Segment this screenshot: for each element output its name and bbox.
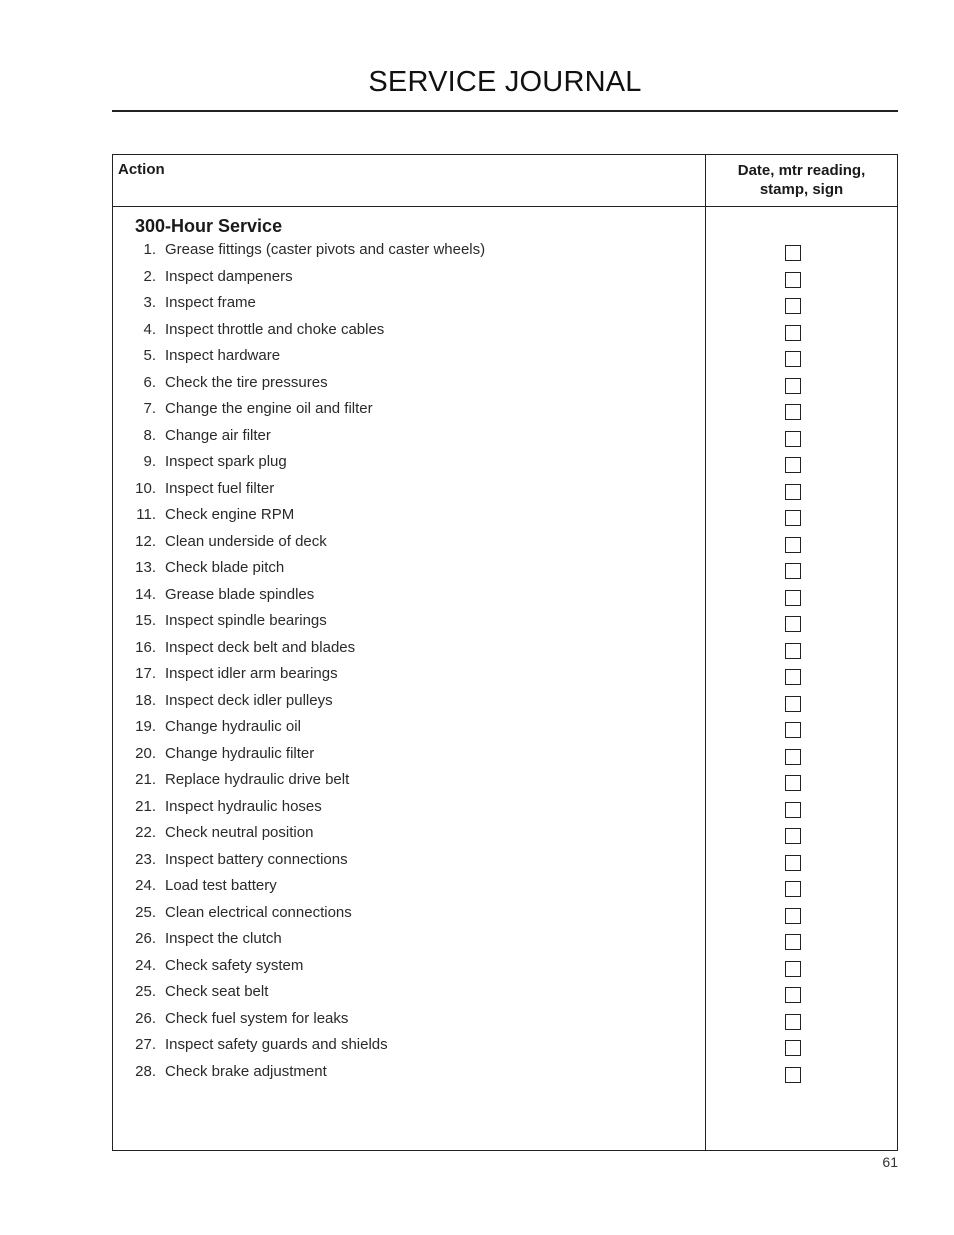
- task-row: [113, 821, 897, 848]
- task-number: 14.: [135, 585, 156, 603]
- task-label: Change the engine oil and filter: [165, 400, 373, 417]
- task-number: 22.: [135, 824, 156, 841]
- task-label: Replace hydraulic drive belt: [165, 771, 350, 788]
- task-row: [113, 689, 897, 716]
- task-label: Check brake adjustment: [165, 1062, 327, 1080]
- task-checkbox[interactable]: [785, 537, 801, 553]
- task-row: [113, 901, 897, 928]
- task-number: 10.: [135, 479, 156, 497]
- task-row: [113, 1007, 897, 1034]
- task-row: [113, 1033, 897, 1060]
- task-number: 28.: [135, 1062, 156, 1080]
- task-label: Inspect frame: [165, 294, 256, 311]
- task-number: 24.: [135, 956, 156, 974]
- task-label: Clean electrical connections: [165, 903, 352, 921]
- task-label: Inspect idler arm bearings: [165, 665, 338, 682]
- task-row: [113, 848, 897, 875]
- task-list: [113, 238, 897, 1086]
- task-checkbox[interactable]: [785, 563, 801, 579]
- task-number: 20.: [135, 744, 156, 762]
- task-number: 25.: [135, 903, 156, 921]
- task-number: 8.: [143, 426, 156, 444]
- task-label: Inspect deck idler pulleys: [165, 691, 333, 709]
- task-checkbox[interactable]: [785, 510, 801, 526]
- task-number: 21.: [135, 771, 156, 788]
- task-row: [113, 742, 897, 769]
- task-checkbox[interactable]: [785, 616, 801, 632]
- task-label: Inspect hydraulic hoses: [165, 797, 322, 815]
- task-checkbox[interactable]: [785, 934, 801, 950]
- date-column-header-line1: Date, mtr reading,: [737, 162, 866, 179]
- task-row: [113, 927, 897, 954]
- task-label: Clean underside of deck: [165, 532, 327, 550]
- task-number: 2.: [143, 267, 156, 285]
- task-row: [113, 1060, 897, 1087]
- task-number: 9.: [143, 453, 156, 470]
- task-row: [113, 450, 897, 477]
- task-checkbox[interactable]: [785, 404, 801, 420]
- task-checkbox[interactable]: [785, 298, 801, 314]
- task-row: [113, 662, 897, 689]
- task-checkbox[interactable]: [785, 802, 801, 818]
- task-label: Inspect deck belt and blades: [165, 638, 356, 656]
- page-title: SERVICE JOURNAL: [368, 66, 642, 98]
- date-column-header: [706, 161, 897, 199]
- service-journal-table: [112, 154, 898, 1151]
- task-row: [113, 636, 897, 663]
- task-checkbox[interactable]: [785, 484, 801, 500]
- task-row: [113, 530, 897, 557]
- task-number: 13.: [135, 559, 156, 576]
- title-divider: [112, 110, 898, 112]
- section-title: 300-Hour Service: [135, 216, 283, 236]
- task-label: Check fuel system for leaks: [165, 1009, 349, 1027]
- task-checkbox[interactable]: [785, 325, 801, 341]
- task-checkbox[interactable]: [785, 669, 801, 685]
- task-row: [113, 291, 897, 318]
- task-row: [113, 609, 897, 636]
- task-row: [113, 715, 897, 742]
- task-label: Inspect fuel filter: [165, 479, 275, 497]
- task-checkbox[interactable]: [785, 431, 801, 447]
- task-number: 25.: [135, 983, 156, 1000]
- task-label: Check safety system: [165, 956, 304, 974]
- task-label: Grease fittings (caster pivots and caster wheels): [165, 241, 486, 258]
- task-checkbox[interactable]: [785, 987, 801, 1003]
- task-label: Change hydraulic filter: [165, 744, 315, 762]
- task-row: [113, 980, 897, 1007]
- task-label: Inspect dampeners: [165, 267, 293, 285]
- task-number: 11.: [136, 506, 156, 523]
- task-label: Check neutral position: [165, 824, 314, 841]
- task-checkbox[interactable]: [785, 828, 801, 844]
- task-row: [113, 424, 897, 451]
- task-checkbox[interactable]: [785, 881, 801, 897]
- date-column-header-line2: stamp, sign: [759, 181, 844, 198]
- task-checkbox[interactable]: [785, 378, 801, 394]
- task-row: [113, 556, 897, 583]
- task-row: [113, 318, 897, 345]
- task-row: [113, 265, 897, 292]
- task-label: Check seat belt: [165, 983, 269, 1000]
- task-row: [113, 238, 897, 265]
- task-checkbox[interactable]: [785, 643, 801, 659]
- task-number: 12.: [135, 532, 156, 550]
- task-checkbox[interactable]: [785, 696, 801, 712]
- task-label: Change hydraulic oil: [165, 718, 301, 735]
- task-checkbox[interactable]: [785, 908, 801, 924]
- task-row: [113, 768, 897, 795]
- task-label: Inspect safety guards and shields: [165, 1036, 388, 1053]
- task-row: [113, 795, 897, 822]
- task-number: 21.: [135, 797, 156, 815]
- task-label: Inspect the clutch: [165, 930, 282, 947]
- task-row: [113, 397, 897, 424]
- task-label: Check the tire pressures: [165, 373, 328, 391]
- task-label: Inspect battery connections: [165, 850, 348, 868]
- task-number: 27.: [135, 1036, 156, 1053]
- task-checkbox[interactable]: [785, 457, 801, 473]
- action-column-header: Action: [118, 161, 165, 178]
- task-number: 3.: [143, 294, 156, 311]
- task-number: 24.: [135, 877, 156, 894]
- task-number: 6.: [143, 373, 156, 391]
- task-row: [113, 477, 897, 504]
- task-row: [113, 371, 897, 398]
- task-label: Change air filter: [165, 426, 271, 444]
- task-row: [113, 583, 897, 610]
- task-number: 26.: [135, 1009, 156, 1027]
- task-checkbox[interactable]: [785, 1067, 801, 1083]
- task-number: 5.: [143, 347, 156, 364]
- task-label: Load test battery: [165, 877, 277, 894]
- task-number: 7.: [143, 400, 156, 417]
- task-checkbox[interactable]: [785, 961, 801, 977]
- task-checkbox[interactable]: [785, 272, 801, 288]
- task-checkbox[interactable]: [785, 722, 801, 738]
- task-number: 15.: [135, 612, 156, 629]
- task-number: 17.: [135, 665, 156, 682]
- task-row: [113, 503, 897, 530]
- page-number: 61: [882, 1154, 898, 1170]
- task-number: 18.: [135, 691, 156, 709]
- task-number: 23.: [135, 850, 156, 868]
- task-label: Grease blade spindles: [165, 585, 315, 603]
- task-label: Inspect spindle bearings: [165, 612, 327, 629]
- task-checkbox[interactable]: [785, 590, 801, 606]
- header-divider: [113, 206, 897, 207]
- task-label: Inspect throttle and choke cables: [165, 320, 385, 338]
- task-row: [113, 344, 897, 371]
- task-checkbox[interactable]: [785, 775, 801, 791]
- task-number: 4.: [143, 320, 156, 338]
- task-number: 1.: [143, 241, 156, 258]
- task-label: Check blade pitch: [165, 559, 285, 576]
- task-checkbox[interactable]: [785, 1014, 801, 1030]
- task-number: 19.: [135, 718, 156, 735]
- task-row: [113, 954, 897, 981]
- task-label: Inspect spark plug: [165, 453, 287, 470]
- task-checkbox[interactable]: [785, 1040, 801, 1056]
- task-checkbox[interactable]: [785, 855, 801, 871]
- task-checkbox[interactable]: [785, 749, 801, 765]
- task-label: Check engine RPM: [165, 506, 295, 523]
- task-checkbox[interactable]: [785, 245, 801, 261]
- task-row: [113, 874, 897, 901]
- task-number: 26.: [135, 930, 156, 947]
- task-label: Inspect hardware: [165, 347, 281, 364]
- task-number: 16.: [135, 638, 156, 656]
- task-checkbox[interactable]: [785, 351, 801, 367]
